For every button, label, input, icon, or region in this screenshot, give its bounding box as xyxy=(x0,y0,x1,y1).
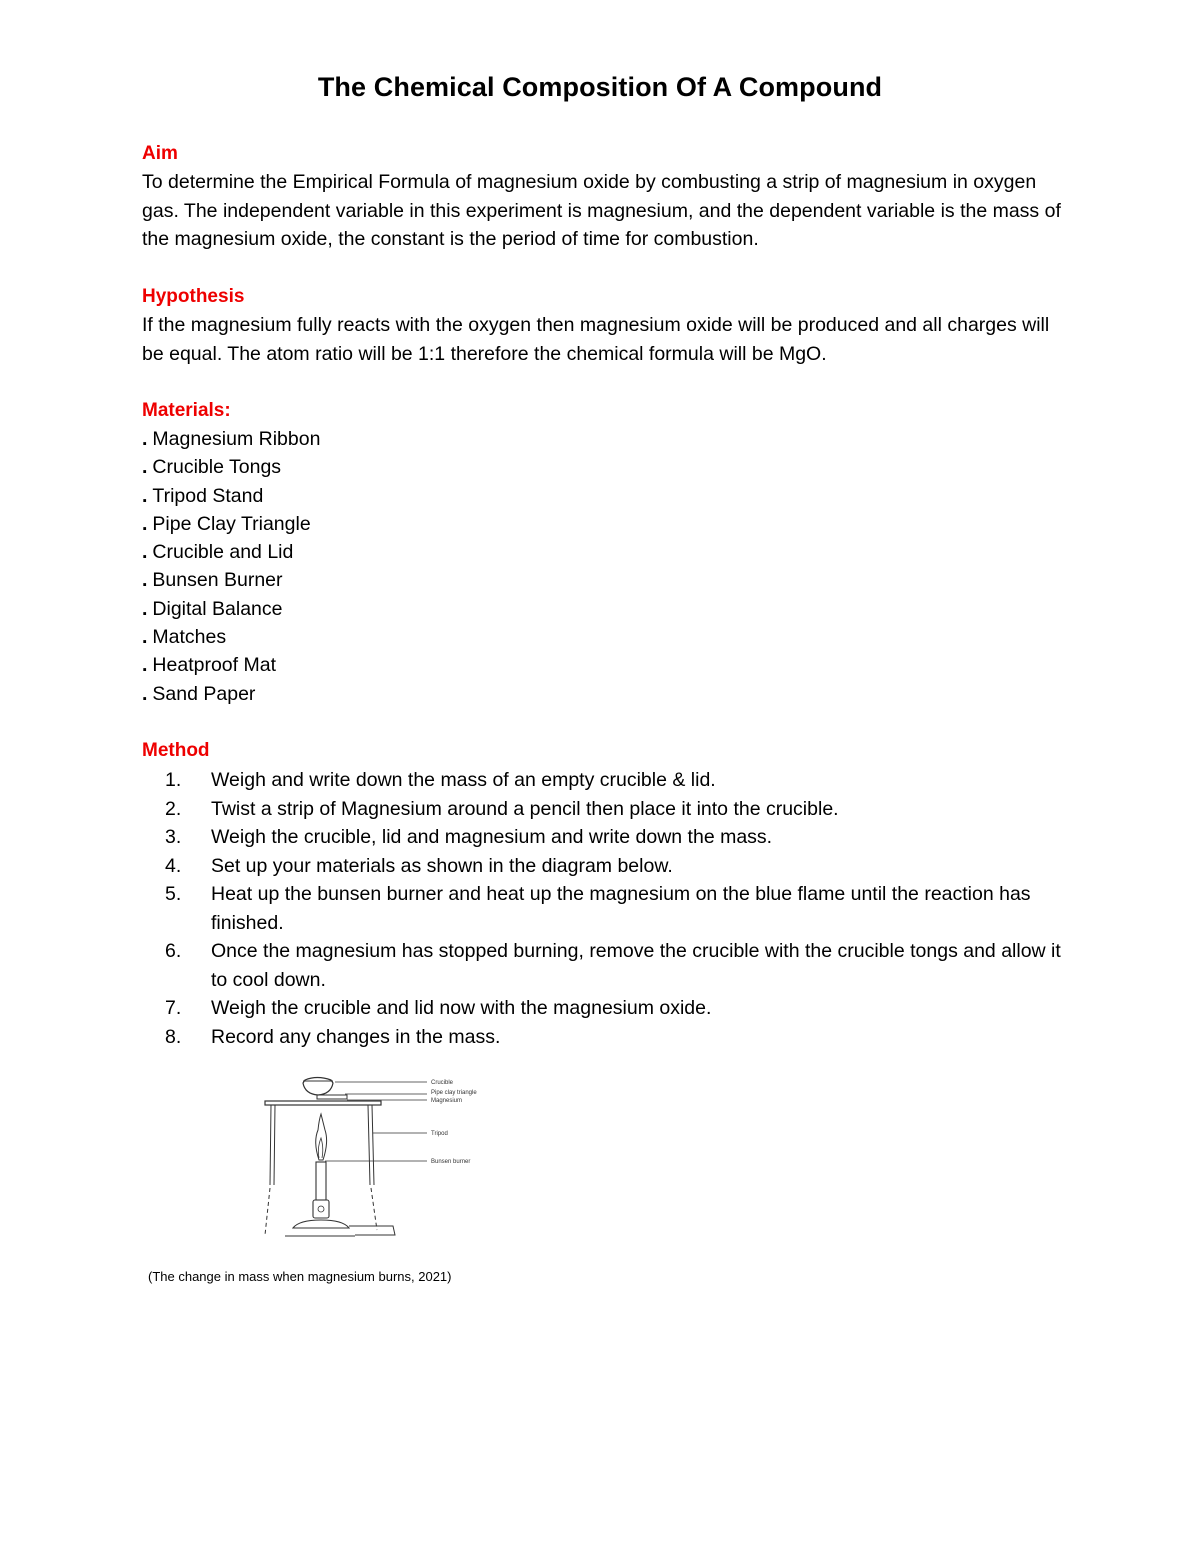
air-hole xyxy=(318,1206,324,1212)
bullet: . xyxy=(142,654,148,677)
burner-tube xyxy=(316,1162,326,1200)
bullet: . xyxy=(142,541,148,564)
list-item: . Crucible Tongs xyxy=(142,456,282,479)
method-heading: Method xyxy=(142,740,210,761)
method-list xyxy=(142,766,1062,1051)
bullet: . xyxy=(142,512,148,535)
bullet: . xyxy=(142,682,148,705)
label-magnesium: Magnesium xyxy=(431,1098,463,1104)
aim-heading: Aim xyxy=(142,143,178,164)
gas-inlet xyxy=(349,1226,395,1235)
page-title: The Chemical Composition Of A Compound xyxy=(317,72,883,102)
label-crucible: Crucible xyxy=(431,1080,454,1086)
list-item: . Heatproof Mat xyxy=(142,654,276,677)
label-bunsen-burner: Bunsen burner xyxy=(431,1159,471,1165)
method-step: 2. Twist a strip of Magnesium around a pencil then place it into the crucible. xyxy=(165,797,839,820)
list-item: . Sand Paper xyxy=(142,682,256,705)
list-item: . Tripod Stand xyxy=(142,484,264,507)
label-pipe-clay-triangle: Pipe clay triangle xyxy=(431,1090,477,1096)
list-item: . Bunsen Burner xyxy=(142,569,283,592)
list-item: . Crucible and Lid xyxy=(142,541,294,564)
pipe-clay-triangle xyxy=(317,1095,347,1099)
bullet: . xyxy=(142,626,148,649)
inner-flame xyxy=(318,1138,322,1158)
burner-base xyxy=(293,1220,349,1228)
tripod-top xyxy=(265,1101,381,1105)
bullet: . xyxy=(142,569,148,592)
method-step: 6. Once the magnesium has stopped burning, remove the crucible with the crucible tongs and allow it to cool down. xyxy=(165,940,1061,991)
label-tripod: Tripod xyxy=(431,1131,448,1137)
tripod-leg-right xyxy=(368,1105,374,1185)
list-item: . Magnesium Ribbon xyxy=(142,428,321,450)
method-step: 3. Weigh the crucible, lid and magnesium and write down the mass. xyxy=(165,826,773,848)
list-item: . Digital Balance xyxy=(142,597,283,620)
figure-caption: (The change in mass when magnesium burns, 2021) xyxy=(148,1269,452,1284)
burner-collar xyxy=(313,1200,329,1218)
flame-icon xyxy=(316,1114,327,1160)
list-item: . Matches xyxy=(142,626,227,649)
method-step: 4. Set up your materials as shown in the diagram below. xyxy=(165,854,673,877)
tripod-leg-left-dashed xyxy=(265,1188,270,1235)
hypothesis-text: If the magnesium fully reacts with the oxygen then magnesium oxide will be produced and all charges will be equal. The atom ratio will be 1:1 therefore the chemical formula will be MgO. xyxy=(142,314,1050,365)
bullet: . xyxy=(142,597,148,620)
crucible-shape xyxy=(303,1078,333,1096)
method-step: 5. Heat up the bunsen burner and heat up the magnesium on the blue flame until the reaction has finished. xyxy=(165,883,1031,934)
bullet: . xyxy=(142,428,148,450)
apparatus-diagram xyxy=(255,1070,555,1245)
aim-text: To determine the Empirical Formula of magnesium oxide by combusting a strip of magnesium in oxygen gas. The independent variable in this experiment is magnesium, and the dependent variable is the mass of the magnesium oxide, the constant is the period of time for combustion. xyxy=(142,171,1061,251)
bullet: . xyxy=(142,456,148,479)
bullet: . xyxy=(142,484,148,507)
method-step: 1. Weigh and write down the mass of an empty crucible & lid. xyxy=(165,769,716,791)
list-item: . Pipe Clay Triangle xyxy=(142,512,311,535)
materials-list xyxy=(142,425,320,708)
materials-heading: Materials: xyxy=(142,400,231,421)
method-step: 8. Record any changes in the mass. xyxy=(165,1025,501,1048)
hypothesis-heading: Hypothesis xyxy=(142,286,245,307)
method-step: 7. Weigh the crucible and lid now with the magnesium oxide. xyxy=(165,997,712,1019)
tripod-leg-right-dashed xyxy=(371,1188,377,1230)
tripod-leg-left xyxy=(270,1105,275,1185)
